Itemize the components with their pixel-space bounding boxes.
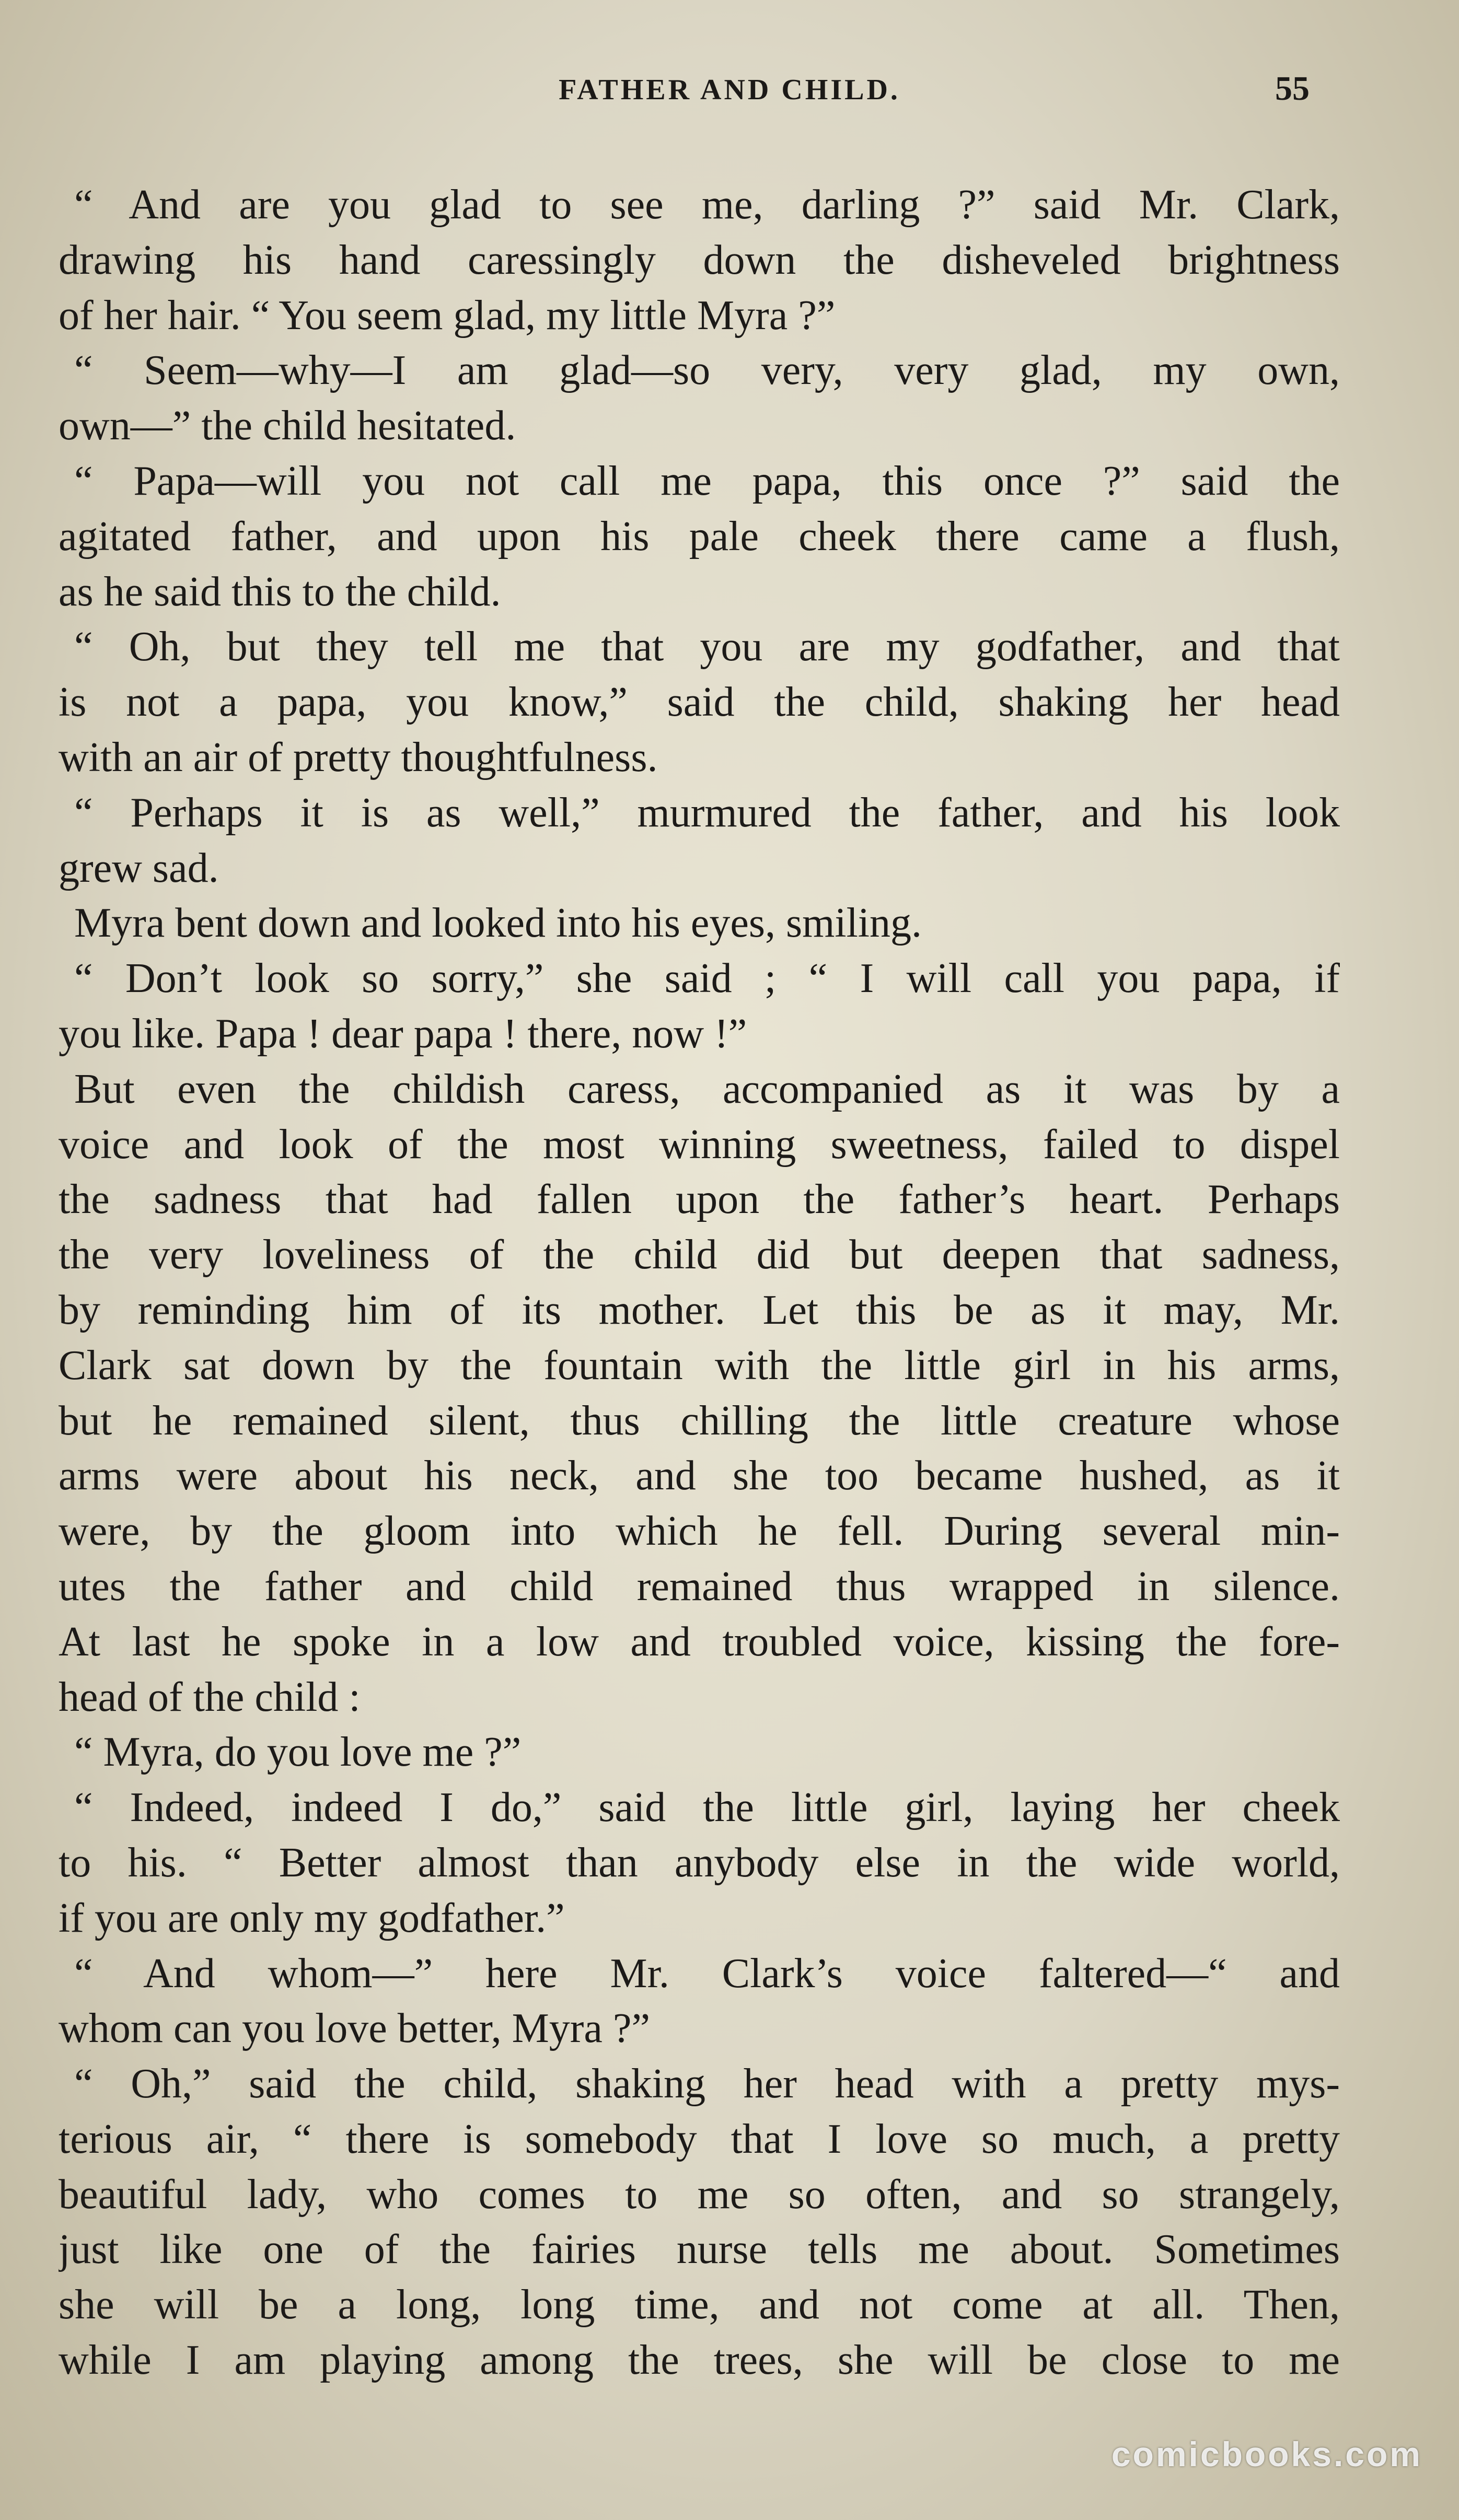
text-line: to his. “ Better almost than anybody else in the wide world, — [59, 1839, 1340, 1886]
text-line: drawing his hand caressingly down the disheveled brightness — [59, 237, 1340, 283]
text-line: “ Oh,” said the child, shaking her head with a pretty mys- — [74, 2061, 1340, 2107]
watermark-logo: comicbooks.com — [1111, 2435, 1422, 2474]
text-line: “ Don’t look so sorry,” she said ; “ I will call you papa, if — [74, 955, 1340, 1002]
text-line: beautiful lady, who comes to me so often, and so strangely, — [59, 2171, 1340, 2218]
text-line: voice and look of the most winning sweetness, failed to dispel — [59, 1121, 1340, 1168]
text-line: of her hair. “ You seem glad, my little Myra ?” — [59, 292, 836, 339]
text-line: Clark sat down by the fountain with the little girl in his arms, — [59, 1342, 1340, 1389]
text-line: “ And whom—” here Mr. Clark’s voice faltered—“ and — [74, 1950, 1340, 1997]
text-line: the very loveliness of the child did but deepen that sadness, — [59, 1232, 1340, 1278]
text-line: “ Indeed, indeed I do,” said the little girl, laying her cheek — [74, 1784, 1340, 1831]
text-line: head of the child : — [59, 1674, 361, 1720]
running-header: FATHER AND CHILD. — [559, 74, 900, 106]
text-line: the sadness that had fallen upon the father’s heart. Perhaps — [59, 1176, 1340, 1223]
text-line: by reminding him of its mother. Let this be as it may, Mr. — [59, 1287, 1340, 1333]
text-line: you like. Papa ! dear papa ! there, now !” — [59, 1010, 747, 1057]
text-line: with an air of pretty thoughtfulness. — [59, 734, 658, 780]
text-line: agitated father, and upon his pale cheek there came a flush, — [59, 513, 1340, 559]
text-line: arms were about his neck, and she too became hushed, as it — [59, 1453, 1340, 1499]
text-line: were, by the gloom into which he fell. During several min- — [59, 1508, 1340, 1555]
text-line: terious air, “ there is somebody that I love so much, a pretty — [59, 2116, 1340, 2162]
text-line: is not a papa, you know,” said the child, shaking her head — [59, 679, 1340, 726]
text-line: own—” the child hesitated. — [59, 403, 516, 449]
body-text — [59, 178, 1340, 2388]
text-line: “ And are you glad to see me, darling ?” said Mr. Clark, — [74, 182, 1340, 228]
text-line: utes the father and child remained thus wrapped in silence. — [59, 1563, 1340, 1609]
text-line: At last he spoke in a low and troubled voice, kissing the fore- — [59, 1618, 1340, 1665]
text-line: “ Papa—will you not call me papa, this once ?” said the — [74, 458, 1340, 504]
text-line: whom can you love better, Myra ?” — [59, 2005, 650, 2052]
text-line: “ Perhaps it is as well,” murmured the father, and his look — [74, 789, 1340, 836]
text-line: grew sad. — [59, 845, 219, 891]
text-line: Myra bent down and looked into his eyes, smiling. — [74, 900, 922, 947]
text-line: “ Oh, but they tell me that you are my godfather, and that — [74, 624, 1340, 670]
text-line: if you are only my godfather.” — [59, 1895, 565, 1941]
text-line: “ Seem—why—I am glad—so very, very glad, my own, — [74, 347, 1340, 394]
text-line: But even the childish caress, accompanied as it was by a — [74, 1066, 1340, 1112]
text-line: while I am playing among the trees, she will be close to me — [59, 2337, 1340, 2384]
page-number: 55 — [1275, 69, 1310, 108]
text-line: but he remained silent, thus chilling the little creature whose — [59, 1397, 1340, 1444]
text-line: just like one of the fairies nurse tells me about. Sometimes — [59, 2226, 1340, 2273]
text-line: she will be a long, long time, and not come at all. Then, — [59, 2282, 1340, 2328]
text-line: “ Myra, do you love me ?” — [74, 1729, 522, 1776]
text-line: as he said this to the child. — [59, 568, 501, 615]
